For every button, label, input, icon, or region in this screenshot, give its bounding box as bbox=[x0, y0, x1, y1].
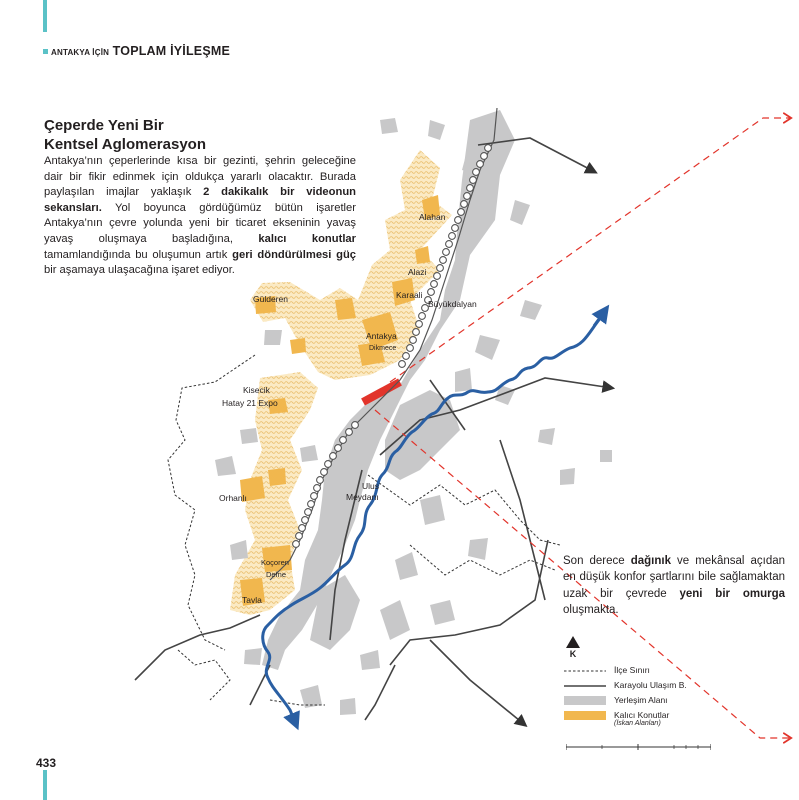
body-bold-1: 2 dakikalık bir videonun sekansları. bbox=[44, 186, 356, 214]
legend-dashed-line-icon bbox=[564, 669, 606, 673]
title-line-1: Çeperde Yeni Bir bbox=[44, 117, 164, 134]
legend-settlement-label: Yerleşim Alanı bbox=[614, 695, 668, 705]
north-arrow-icon bbox=[566, 636, 580, 648]
callout-text bbox=[563, 553, 785, 619]
map-legend bbox=[564, 664, 724, 729]
body-part-3: tamamlandığında bu oluşumun artık bbox=[44, 248, 233, 261]
callout-bold-2: yeni bir omurga bbox=[679, 587, 785, 600]
callout-part-3: oluşmakta. bbox=[563, 604, 619, 617]
scale-bar bbox=[566, 744, 711, 750]
callout-bold-1: dağınık bbox=[630, 555, 671, 567]
callout-part-2: ve mekânsal açıdan en düşük konfor şartlarını bile sağlamaktan uzak bir çevrede bbox=[563, 555, 786, 600]
callout-part-1: Son derece bbox=[563, 555, 631, 567]
label-meydani: Meydanı bbox=[346, 492, 379, 502]
label-antakya: Antakya bbox=[366, 331, 397, 341]
body-bold-2: kalıcı konutlar bbox=[258, 232, 356, 245]
legend-district bbox=[564, 664, 724, 679]
body-bold-3: geri döndürülmesi güç bbox=[232, 248, 356, 261]
asi-river-head bbox=[594, 312, 604, 326]
legend-permanent-label: Kalıcı Konutlar bbox=[614, 710, 670, 720]
legend-district-label: İlçe Sınırı bbox=[614, 665, 650, 675]
label-tavla: Tavla bbox=[242, 595, 262, 605]
label-orhanli: Orhanlı bbox=[219, 493, 247, 503]
north-arrow bbox=[565, 636, 581, 659]
header-prefix: ANTAKYA İÇİN bbox=[51, 48, 110, 57]
label-buyukdalyan: Büyükdalyan bbox=[428, 299, 477, 309]
page-number: 433 bbox=[36, 756, 57, 770]
legend-settlement bbox=[564, 694, 724, 709]
label-kocoren: Koçoren bbox=[261, 558, 289, 567]
body-part-1: Antakya’nın çeperlerinde kısa bir gezinti, şehrin geleceğine dair bir fikir edinmek için oldukça yararlı olacaktır. Burada paylaşılan imajlar yaklaşık bbox=[44, 155, 356, 199]
body-part-2: Yol boyunca gördüğümüz bütün işaretler Antakya’nın çevre yolunda yeni bir ticaret ekseninin yavaş yavaş oluşmaya başladığına, bbox=[44, 201, 356, 245]
legend-highway-label: Karayolu Ulaşım B. bbox=[614, 680, 687, 690]
header-title: TOPLAM İYİLEŞME bbox=[112, 44, 231, 58]
label-karaali: Karaali bbox=[396, 290, 423, 300]
body-part-4: bir aşamaya ulaşacağına işaret ediyor. bbox=[44, 264, 235, 277]
article-body bbox=[44, 154, 356, 279]
legend-orange-swatch-icon bbox=[564, 711, 606, 720]
legend-highway bbox=[564, 679, 724, 694]
title-line-2: Kentsel Aglomerasyon bbox=[44, 136, 206, 153]
legend-solid-line-icon bbox=[564, 684, 606, 688]
article-title bbox=[44, 116, 274, 154]
label-alazi: Alazi bbox=[408, 267, 427, 277]
label-kisecik: Kisecik bbox=[243, 385, 270, 395]
label-ulus: Ulus bbox=[362, 481, 380, 491]
label-defne: Defne bbox=[266, 570, 287, 579]
legend-permanent-sub: (İskan Alanları) bbox=[614, 720, 661, 727]
label-gulderen: Gülderen bbox=[253, 294, 288, 304]
label-alahan: Alahan bbox=[419, 212, 446, 222]
label-hatay21: Hatay 21 Expo bbox=[222, 398, 278, 408]
north-label: K bbox=[569, 649, 577, 659]
legend-permanent bbox=[564, 709, 724, 729]
legend-grey-swatch-icon bbox=[564, 696, 606, 705]
label-dikmece: Dikmece bbox=[369, 345, 397, 352]
